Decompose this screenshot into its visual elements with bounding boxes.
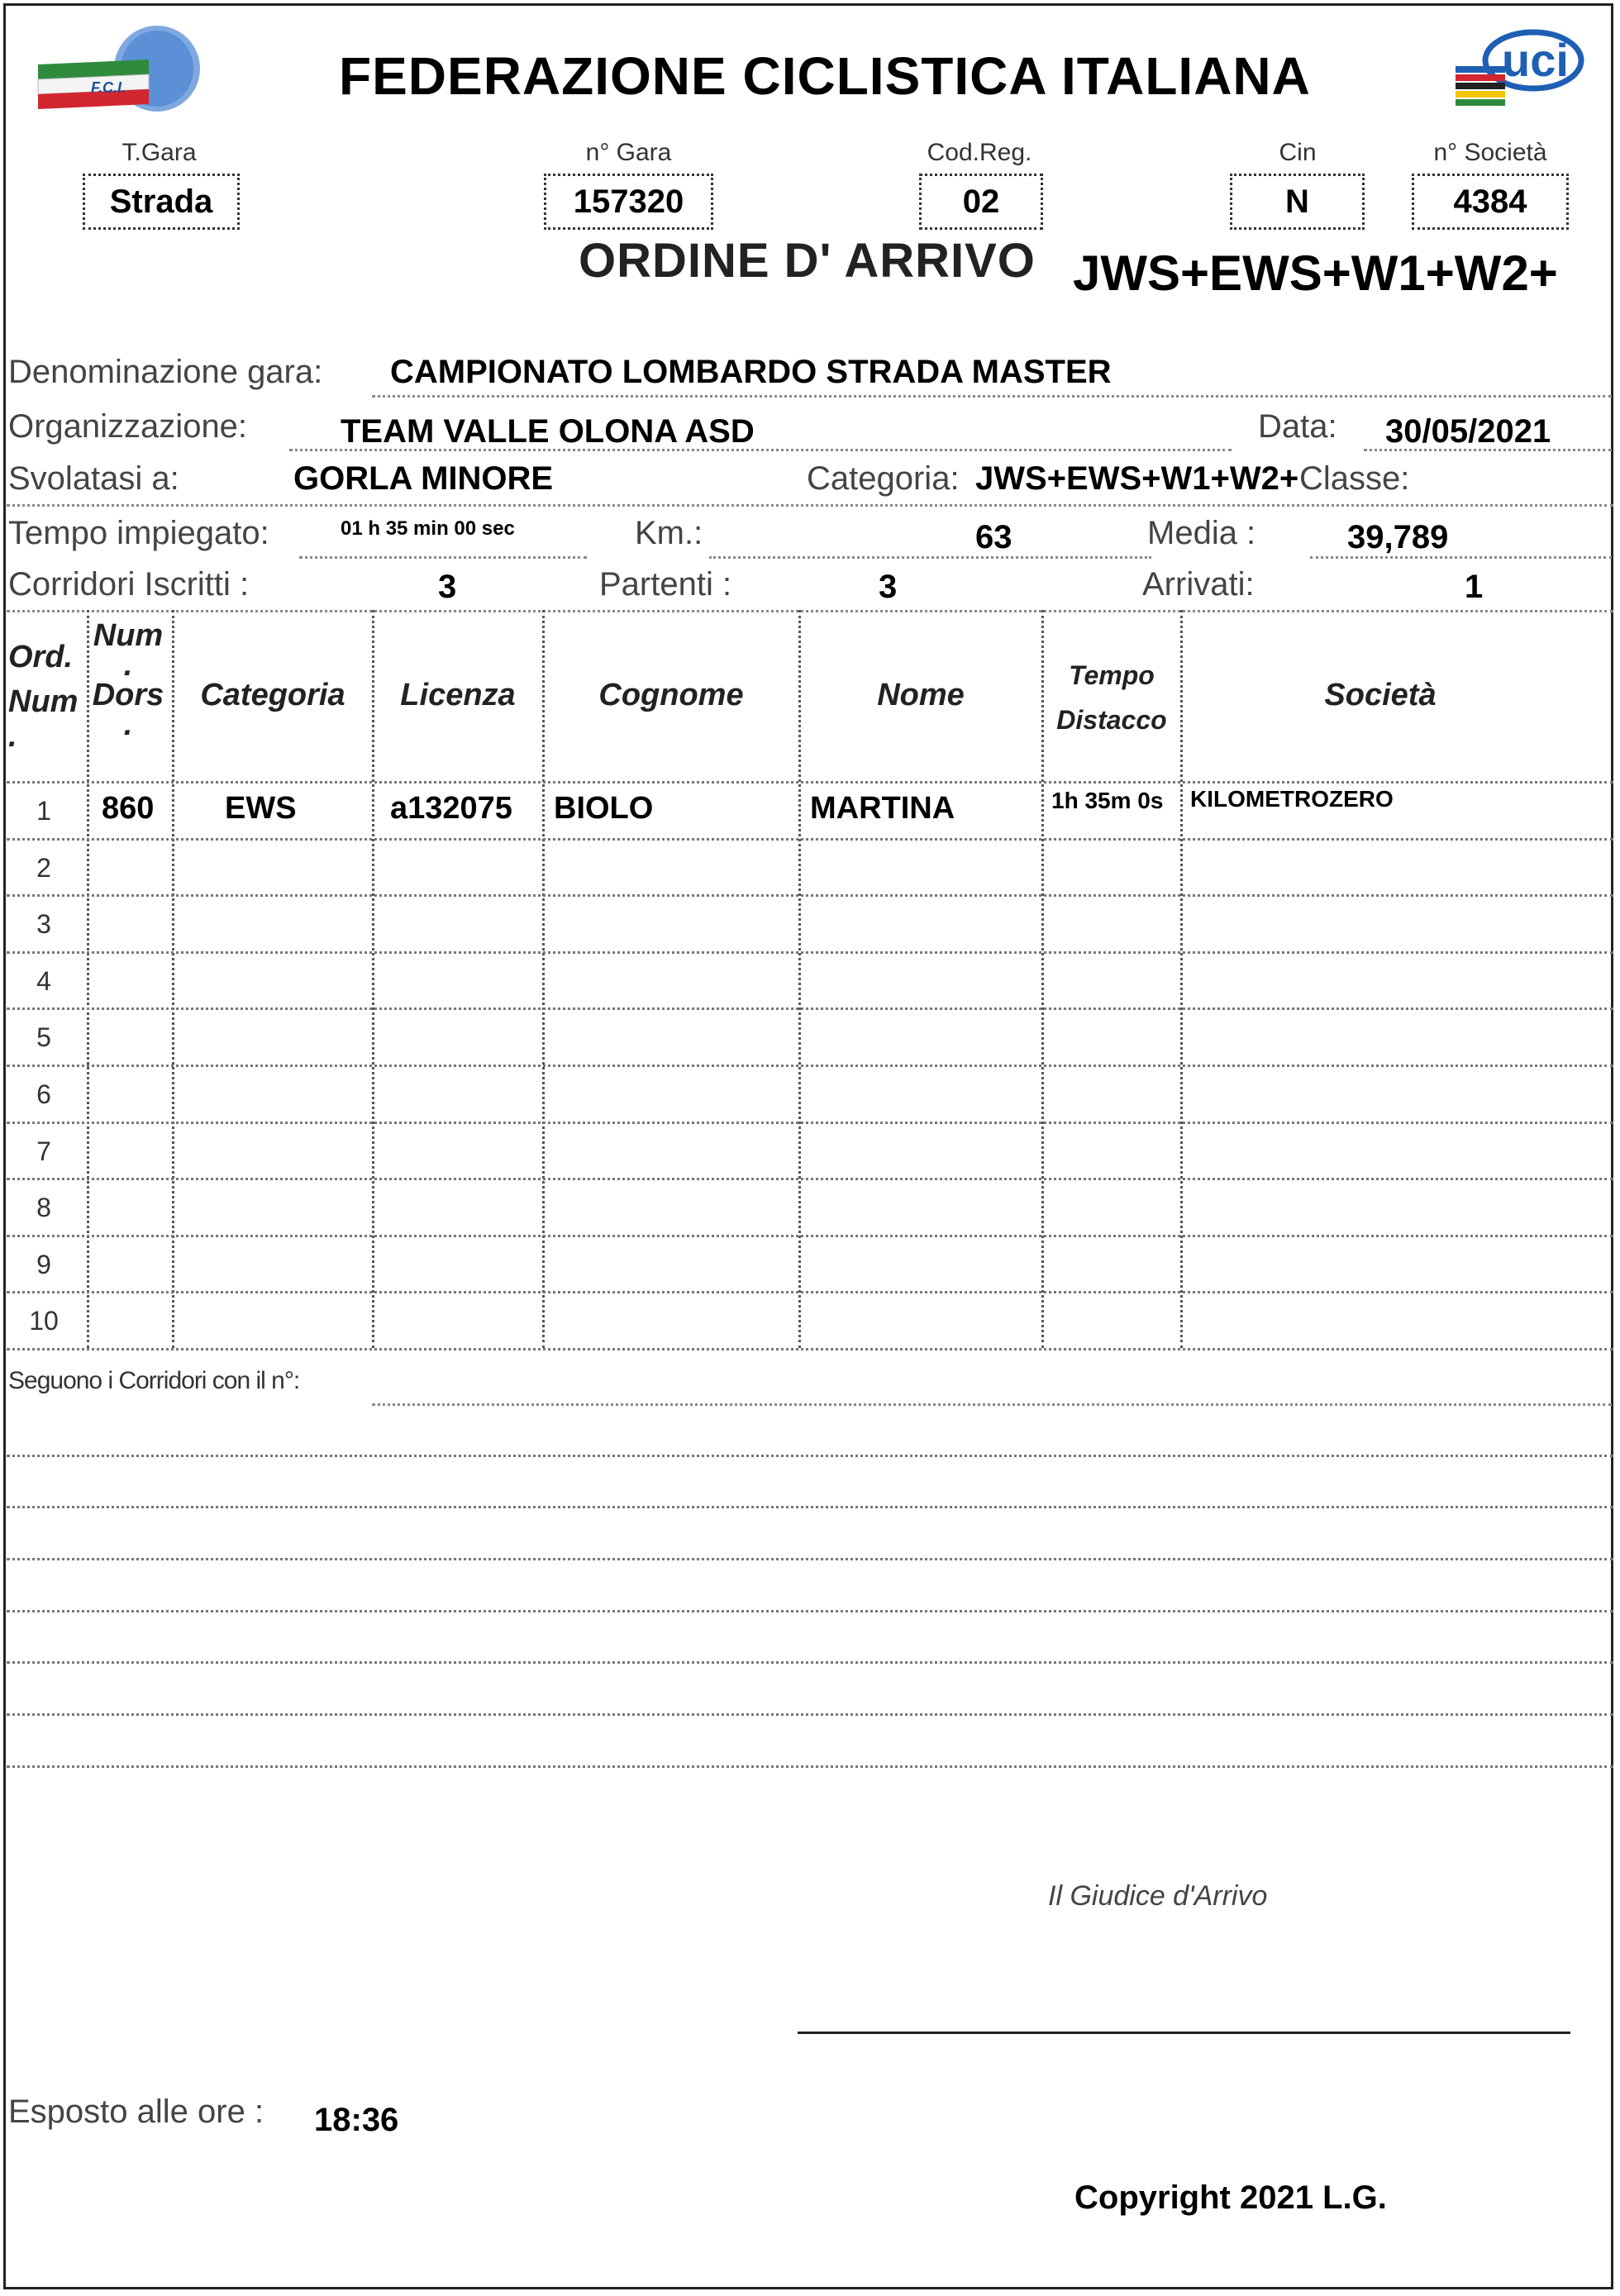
n-gara-box: 157320: [544, 174, 713, 230]
table-column-divider: [798, 610, 801, 1348]
seguono-label: Seguono i Corridori con il n°:: [8, 1367, 300, 1394]
organizzazione-value: TEAM VALLE OLONA ASD: [341, 413, 755, 450]
cod-reg-label: Cod.Reg.: [927, 139, 1032, 166]
blank-line: [7, 1506, 1613, 1508]
svolatasi-value: GORLA MINORE: [293, 460, 554, 497]
partenti-value: 3: [879, 569, 898, 605]
uci-logo-text: uci: [1502, 34, 1569, 86]
data-value: 30/05/2021: [1385, 413, 1551, 450]
document-frame: [3, 3, 1613, 2289]
iscritti-value: 3: [438, 569, 457, 605]
table-row-divider: [7, 1122, 1613, 1124]
cell-dors: 860: [102, 791, 155, 826]
document-subtitle: ORDINE D' ARRIVO: [579, 234, 1036, 288]
signature-line: [798, 2032, 1570, 2034]
header-categoria: Categoria: [200, 678, 345, 712]
media-value: 39,789: [1347, 519, 1449, 555]
t-gara-box: Strada: [83, 174, 240, 230]
cin-box: N: [1230, 174, 1365, 230]
table-column-divider: [172, 610, 174, 1348]
media-label: Media :: [1147, 515, 1256, 551]
esposto-label: Esposto alle ore :: [8, 2094, 264, 2130]
blank-line: [7, 1661, 1613, 1664]
header-tempo-distacco: Tempo Distacco: [1056, 660, 1167, 735]
category-heading: JWS+EWS+W1+W2+: [1073, 245, 1558, 301]
cell-categoria: EWS: [225, 791, 297, 826]
classe-label: Classe:: [1299, 460, 1410, 497]
cod-reg-box: 02: [919, 174, 1043, 230]
tempo-value: 01 h 35 min 00 sec: [341, 517, 515, 540]
page-title: FEDERAZIONE CICLISTICA ITALIANA: [339, 46, 1311, 106]
row-number: 6: [36, 1079, 51, 1109]
organizzazione-label: Organizzazione:: [8, 408, 248, 445]
denominazione-underline: [372, 395, 1612, 398]
cell-tempo: 1h 35m 0s: [1051, 788, 1164, 813]
row-number: 3: [36, 909, 51, 940]
denominazione-label: Denominazione gara:: [8, 354, 323, 390]
svolatasi-label: Svolatasi a:: [8, 460, 179, 497]
table-column-divider: [372, 610, 374, 1348]
row-number: 4: [36, 965, 51, 996]
row-number: 9: [36, 1249, 51, 1279]
n-societa-box: 4384: [1412, 174, 1569, 230]
table-row-divider: [7, 894, 1613, 897]
blank-line: [7, 1713, 1613, 1716]
table-column-divider: [1180, 610, 1183, 1348]
table-row-divider: [7, 1348, 1613, 1350]
table-column-divider: [542, 610, 545, 1348]
iscritti-label: Corridori Iscritti :: [8, 566, 250, 603]
table-row-divider: [7, 1291, 1613, 1293]
cell-societa: KILOMETROZERO: [1190, 786, 1394, 812]
table-row-divider: [7, 951, 1613, 954]
header-cognome: Cognome: [598, 678, 744, 712]
signature-label: Il Giudice d'Arrivo: [1048, 1880, 1268, 1912]
table-row-divider: [7, 1007, 1613, 1010]
header-ord: Ord. Num .: [8, 640, 79, 754]
header-licenza: Licenza: [400, 678, 516, 712]
media-underline: [1310, 556, 1612, 559]
n-gara-label: n° Gara: [585, 139, 672, 166]
row-number: 1: [36, 796, 51, 826]
data-underline: [1364, 449, 1612, 451]
header-num-dors: Num . Dors .: [92, 618, 164, 742]
denominazione-value: CAMPIONATO LOMBARDO STRADA MASTER: [390, 354, 1112, 390]
categoria-value: JWS+EWS+W1+W2+: [975, 460, 1299, 497]
blank-line: [7, 1455, 1613, 1457]
uci-logo: [1451, 23, 1587, 118]
km-underline: [709, 556, 1151, 559]
tempo-underline: [299, 556, 587, 559]
row-number: 7: [36, 1136, 51, 1166]
table-row-divider: [7, 1178, 1613, 1180]
header-nome: Nome: [877, 678, 965, 712]
table-row-divider: [7, 838, 1613, 841]
copyright: Copyright 2021 L.G.: [1074, 2179, 1387, 2216]
cell-nome: MARTINA: [810, 791, 955, 826]
seguono-underline: [372, 1403, 1612, 1406]
svolatasi-underline: [7, 504, 1613, 507]
organizzazione-underline: [289, 449, 1232, 451]
categoria-label: Categoria:: [807, 460, 960, 497]
fci-logo: [33, 23, 207, 114]
row-number: 2: [36, 852, 51, 883]
blank-line: [7, 1765, 1613, 1768]
km-value: 63: [975, 519, 1012, 555]
row-number: 5: [36, 1022, 51, 1053]
cell-licenza: a132075: [390, 791, 512, 826]
tempo-label: Tempo impiegato:: [8, 515, 269, 551]
table-column-divider: [1041, 610, 1044, 1348]
blank-line: [7, 1558, 1613, 1560]
data-label: Data:: [1258, 408, 1337, 445]
table-row-divider: [7, 1235, 1613, 1237]
arrivati-value: 1: [1465, 569, 1484, 605]
km-label: Km.:: [635, 515, 703, 551]
header-societa: Società: [1324, 678, 1437, 712]
cin-label: Cin: [1279, 139, 1317, 166]
n-societa-label: n° Società: [1433, 139, 1547, 166]
iscritti-underline: [7, 610, 1613, 612]
arrivati-label: Arrivati:: [1142, 566, 1255, 603]
table-header-divider: [7, 781, 1613, 784]
partenti-label: Partenti :: [599, 566, 732, 603]
row-number: 10: [29, 1306, 59, 1336]
fci-logo-text: F.C.I.: [91, 79, 126, 96]
blank-line: [7, 1610, 1613, 1612]
table-row-divider: [7, 1065, 1613, 1067]
esposto-value: 18:36: [314, 2102, 399, 2138]
cell-cognome: BIOLO: [554, 791, 654, 826]
table-column-divider: [87, 610, 89, 1348]
t-gara-label: T.Gara: [122, 139, 197, 166]
row-number: 8: [36, 1193, 51, 1223]
